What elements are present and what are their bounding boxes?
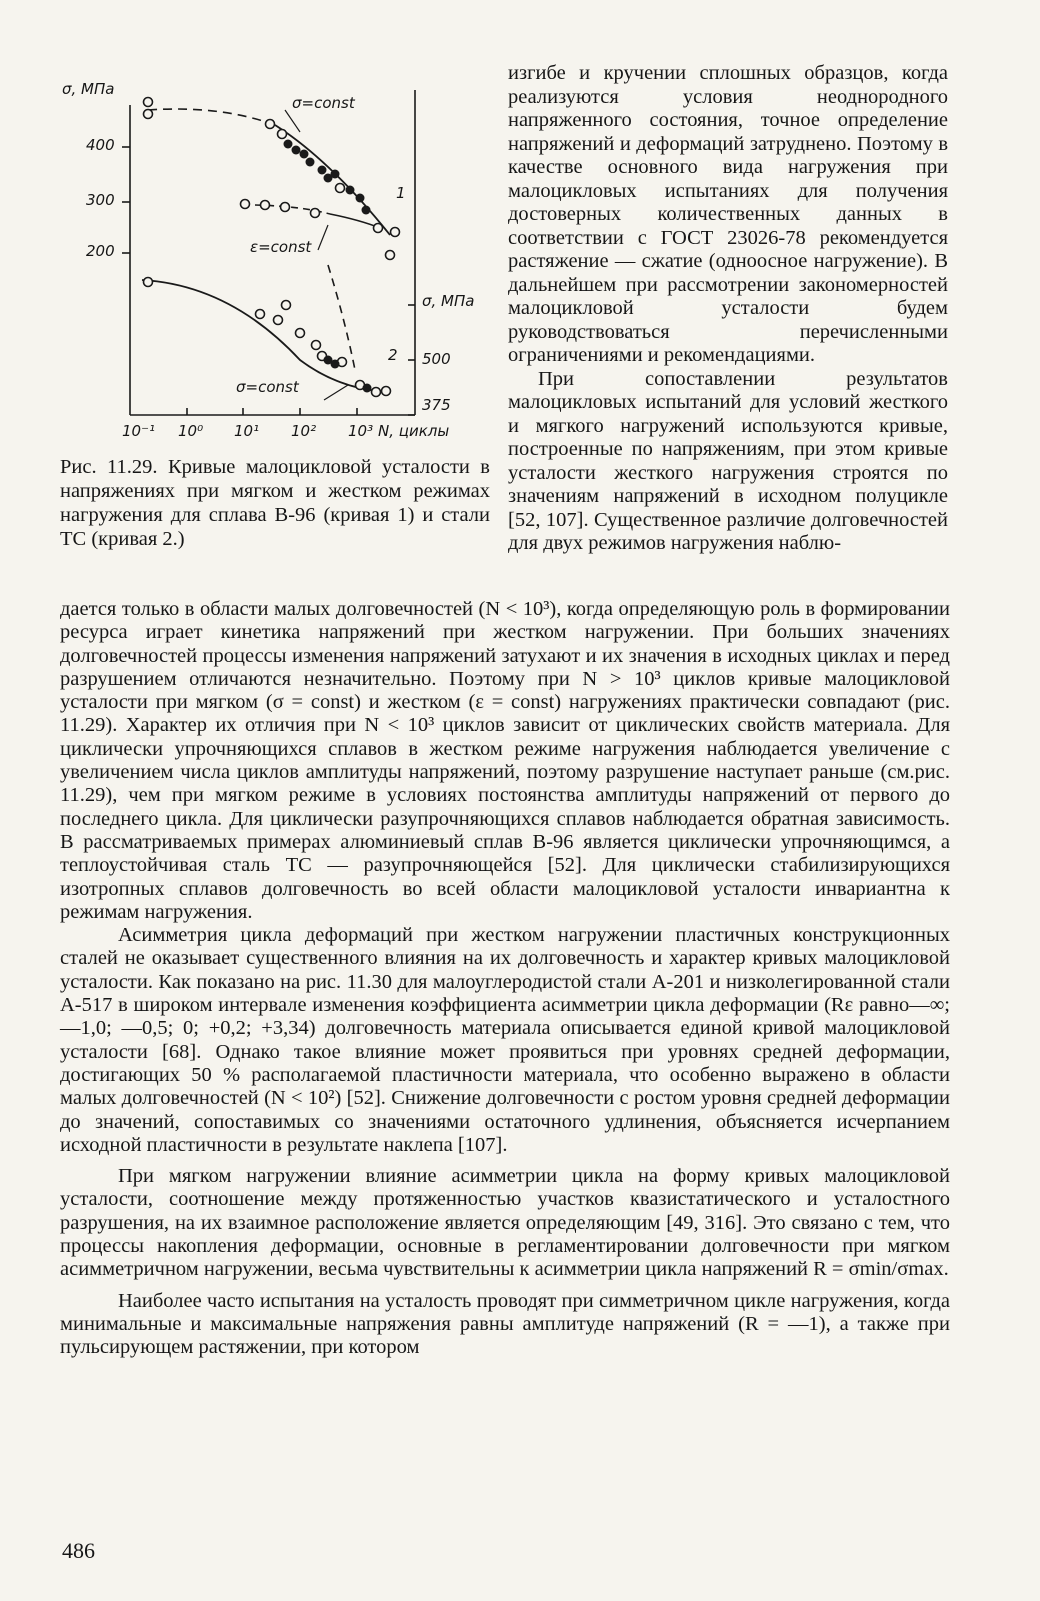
curve-1-dashed — [148, 109, 275, 125]
x-tick-5: 10³ — [348, 422, 374, 440]
curve-2-eps-dashed — [328, 265, 355, 370]
y-tick-375: 375 — [422, 396, 451, 414]
paragraph: При мягком нагружении влияние асимметрии цикла на форму кривых малоцикловой усталости, соотношение между протяженностью участков квазистатического и усталостного разрушения, на их взаимное расположение является определяющим [49, 316]. Это связано с тем, что процессы накопления деформации, основные в регламентировании долговечности при мягком асимметричном нагружении, весьма чувствительны к асимметрии цикла напряжений R = σmin/σmax. — [60, 1165, 950, 1281]
paragraph: Наиболее часто испытания на усталость проводят при симметричном цикле нагружения, когда минимальные и максимальные напряжения равны амплитуде напряжений (R = —1), а также при пульсирующем растяжении, при котором — [60, 1289, 950, 1359]
x-tick-1: 10⁻¹ — [122, 422, 156, 440]
x-tick-2: 10⁰ — [178, 422, 204, 440]
y-axis-label-left: σ, МПа — [62, 80, 115, 98]
annotation-sigma-const-bottom: σ=const — [236, 378, 299, 396]
paragraph: дается только в области малых долговечностей (N < 10³), когда определяющую роль в формировании ресурса играет кинетика напряжений при жестком нагружении. При больших значениях долговечностей процессы изменения напряжений затухают и их значения в исходных циклах и перед разрушением отличаются незначительно. Поэтому при N > 10³ циклов кривые малоцикловой усталости при мягком (σ = const) и жестком (ε = const) нагружениях практически совпадают (рис. 11.29). Характер их отличия при N < 10³ циклов зависит от циклических свойств материала. Для циклически упрочняющихся сплавов в жестком режиме нагружения наблюдается увеличение с увеличением числа циклов амплитуды напряжений, поэтому разрушение наступает раньше (см.рис. 11.29), чем при мягком режиме в условиях постоянства амплитуды напряжений от первого до последнего цикла. Для циклически разупрочняющихся сплавов наблюдается обратная зависимость. В рассматриваемых примерах алюминиевый сплав В-96 является циклически упрочняющимся, а теплоустойчивая сталь ТС — разупрочняющейся [52]. Для циклически стабилизирующихся изотропных сплавов долговечность во всей области малоцикловой усталости инвариантна к режимам нагружения. — [60, 598, 950, 923]
y-axis-label-right: σ, МПа — [422, 292, 475, 310]
page-number: 486 — [62, 1538, 95, 1563]
paragraph: При сопоставлении результатов малоцикловых испытаний для условий жесткого и мягкого нагружений используются кривые, построенные по напряжениям, при этом кривые усталости жесткого нагружения строятся по значениям напряжений в исходном полуцикле [52, 107]. Существенное различие долговечностей для двух режимов нагружения наблю- — [508, 367, 948, 554]
x-tick-3: 10¹ — [234, 422, 260, 440]
annotation-sigma-const-top: σ=const — [292, 94, 355, 112]
curve-label-2: 2 — [388, 346, 398, 364]
annotation-eps-const: ε=const — [250, 238, 312, 256]
figure-caption: Рис. 11.29. Кривые малоцикловой усталости в напряжениях при мягком и жестком режимах нагружения для сплава В-96 (кривая 1) и стали ТС (кривая 2.) — [60, 456, 490, 550]
figure-11-29 — [60, 70, 490, 465]
curve-1-eps — [330, 214, 380, 228]
curve-2-sigma — [142, 280, 390, 392]
paragraph: изгибе и кручении сплошных образцов, когда реализуются условия неоднородного напряженного состояния, точное определение напряжений и деформаций затруднено. Поэтому в качестве основного вида нагружения при малоцикловых испытаниях для получения достоверных количественных данных в соответствии с ГОСТ 23026-78 рекомендуется растяжение — сжатие (одноосное нагружение). В дальнейшем при рассмотрении закономерностей малоцикловой усталости будем руководствоваться перечисленными ограничениями и рекомендациями. — [508, 62, 948, 366]
y-tick-200: 200 — [86, 242, 115, 260]
right-column-text — [508, 62, 948, 556]
paragraph: Асимметрия цикла деформаций при жестком нагружении пластичных конструкционных сталей не оказывает существенного влияния на их долговечность и характер кривых малоцикловой усталости. Как показано на рис. 11.30 для малоуглеродистой стали А-201 и низколегированной стали А-517 в широком интервале изменения коэффициента асимметрии цикла деформации (Rε равно—∞; —1,0; —0,5; 0; +0,2; +3,34) долговечность материала описывается единой кривой малоцикловой усталости [68]. Однако такое влияние может проявиться при уровнях средней деформации, достигающих 50 % располагаемой пластичности материала, что особенно выражено в области малых долговечностей (N < 10²) [52]. Снижение долговечности с ростом уровня средней деформации до значений, сопоставимых со значениями остаточного удлинения, объясняется исчерпанием исходной пластичности в результате наклепа [107]. — [60, 924, 950, 1156]
curve-label-1: 1 — [396, 184, 406, 202]
curve-1-sigma — [275, 125, 390, 235]
full-width-text — [60, 598, 950, 1360]
y-tick-500: 500 — [422, 350, 451, 368]
x-axis-label: N, циклы — [378, 422, 450, 440]
x-tick-4: 10² — [291, 422, 317, 440]
y-tick-300: 300 — [86, 191, 115, 209]
y-tick-400: 400 — [86, 136, 115, 154]
